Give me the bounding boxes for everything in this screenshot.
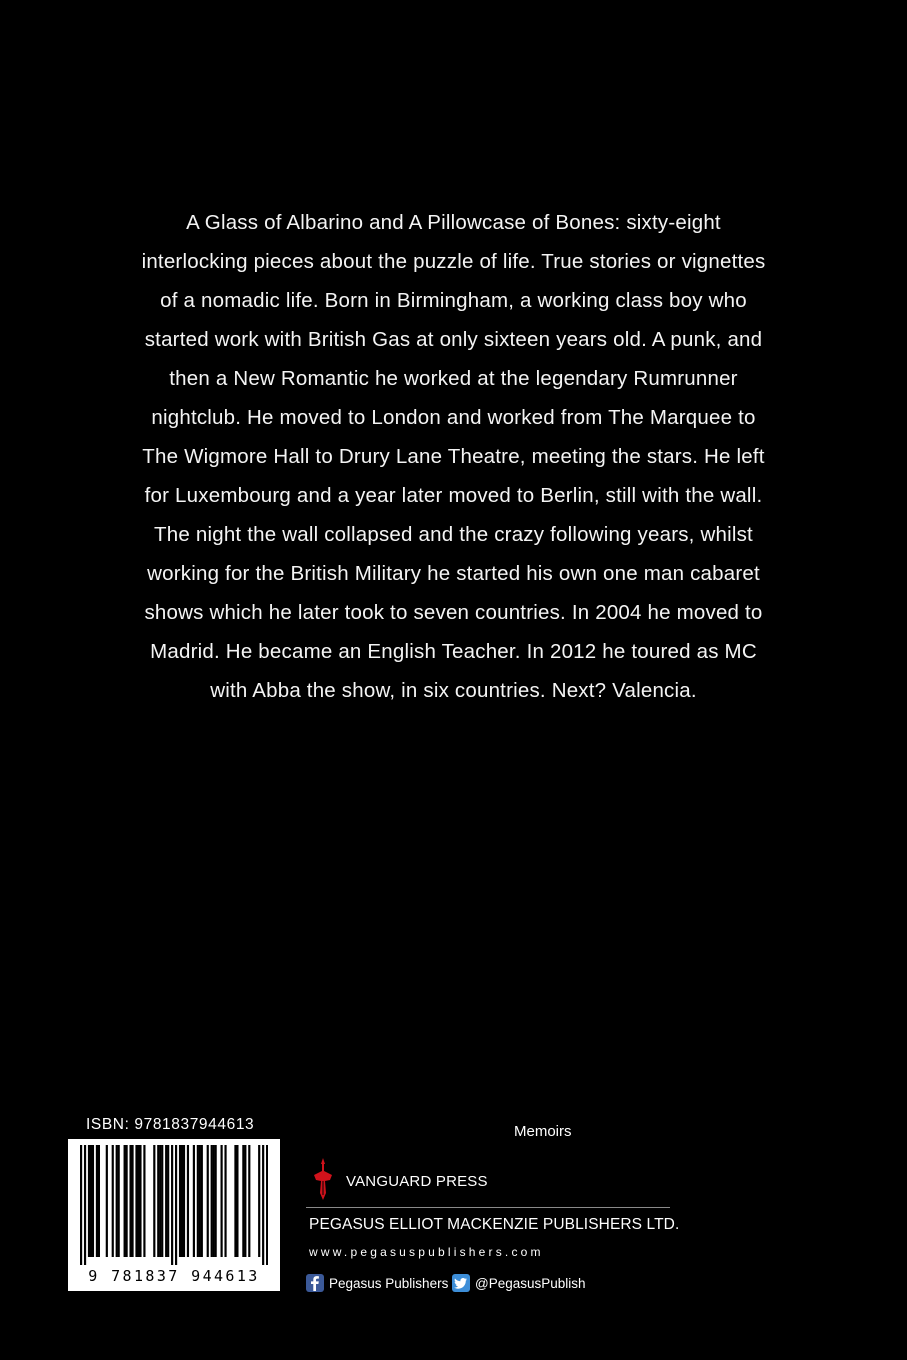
barcode-bar (213, 1145, 215, 1257)
barcode-bar (90, 1145, 92, 1257)
barcode-digits: 9 781837 944613 (88, 1267, 260, 1285)
barcode-bar (183, 1145, 185, 1257)
barcode-bar (171, 1145, 173, 1265)
barcode-bar (262, 1145, 264, 1265)
imprint-name: VANGUARD PRESS (346, 1173, 488, 1190)
publisher-name: PEGASUS ELLIOT MACKENZIE PUBLISHERS LTD. (309, 1216, 680, 1233)
twitter-icon (452, 1274, 470, 1292)
isbn-label: ISBN: 9781837944613 (86, 1116, 255, 1133)
barcode-bar (143, 1145, 145, 1257)
barcode-bar (248, 1145, 250, 1257)
twitter-link[interactable] (452, 1273, 586, 1293)
barcode-bar (201, 1145, 203, 1257)
barcode-bar (129, 1145, 131, 1257)
barcode-bar (236, 1145, 238, 1257)
barcode-bar (139, 1145, 141, 1257)
barcode-bar (167, 1145, 169, 1257)
barcode-bars (80, 1145, 268, 1265)
barcode-bar (80, 1145, 82, 1265)
barcode-bar (84, 1145, 86, 1265)
barcode-bar (221, 1145, 223, 1257)
barcode-bar (118, 1145, 120, 1257)
back-cover-blurb: A Glass of Albarino and A Pillowcase of Bones: sixty-eight interlocking pieces about the puzzle of life. True stories or vignettes of a nomadic life. Born in Birmingham, a working class boy who started work with British Gas at only sixteen years old. A punk, and then a New Romantic he worked at the legendary Rumrunner nightclub. He moved to London and worked from The Marquee to The Wigmore Hall to Drury Lane Theatre, meeting the stars. He left for Luxembourg and a year later moved to Berlin, still with the wall. The night the wall collapsed and the crazy following years, whilst working for the British Military he started his own one man cabaret shows which he later took to seven countries. In 2004 he moved to Madrid. He became an English Teacher. In 2012 he toured as MC with Abba the show, in six countries. Next? Valencia. (141, 211, 766, 702)
genre-label: Memoirs (514, 1123, 572, 1140)
facebook-link[interactable] (306, 1273, 448, 1293)
barcode-bar (153, 1145, 155, 1257)
quill-nib-icon (311, 1157, 335, 1201)
barcode-bar (234, 1145, 236, 1257)
barcode-bar (175, 1145, 177, 1265)
barcode-bar (207, 1145, 209, 1257)
barcode-bar (157, 1145, 159, 1257)
facebook-icon (306, 1274, 324, 1292)
publisher-website-link[interactable]: www.pegasuspublishers.com (309, 1245, 544, 1259)
barcode-bar (193, 1145, 195, 1257)
barcode-bar (116, 1145, 118, 1257)
barcode-bar (199, 1145, 201, 1257)
isbn-barcode (68, 1139, 280, 1291)
barcode-bar (88, 1145, 90, 1257)
barcode-bar (106, 1145, 108, 1257)
facebook-label: Pegasus Publishers (329, 1275, 449, 1291)
barcode-bar (159, 1145, 161, 1257)
barcode-bar (215, 1145, 217, 1257)
barcode-bar (197, 1145, 199, 1257)
barcode-bar (244, 1145, 246, 1257)
barcode-bar (161, 1145, 163, 1257)
barcode-bar (242, 1145, 244, 1257)
barcode-bar (96, 1145, 98, 1257)
twitter-label: @PegasusPublish (475, 1275, 586, 1291)
barcode-bar (124, 1145, 126, 1257)
barcode-bar (137, 1145, 139, 1257)
barcode-bar (131, 1145, 133, 1257)
barcode-bar (181, 1145, 183, 1257)
barcode-bar (165, 1145, 167, 1257)
barcode-bar (112, 1145, 114, 1257)
barcode-bar (179, 1145, 181, 1257)
barcode-bar (187, 1145, 189, 1257)
barcode-bar (266, 1145, 268, 1265)
divider (306, 1207, 670, 1208)
barcode-bar (224, 1145, 226, 1257)
barcode-bar (211, 1145, 213, 1257)
barcode-bar (135, 1145, 137, 1257)
barcode-bar (98, 1145, 100, 1257)
barcode-bar (258, 1145, 260, 1257)
barcode-bar (126, 1145, 128, 1257)
barcode-bar (92, 1145, 94, 1257)
